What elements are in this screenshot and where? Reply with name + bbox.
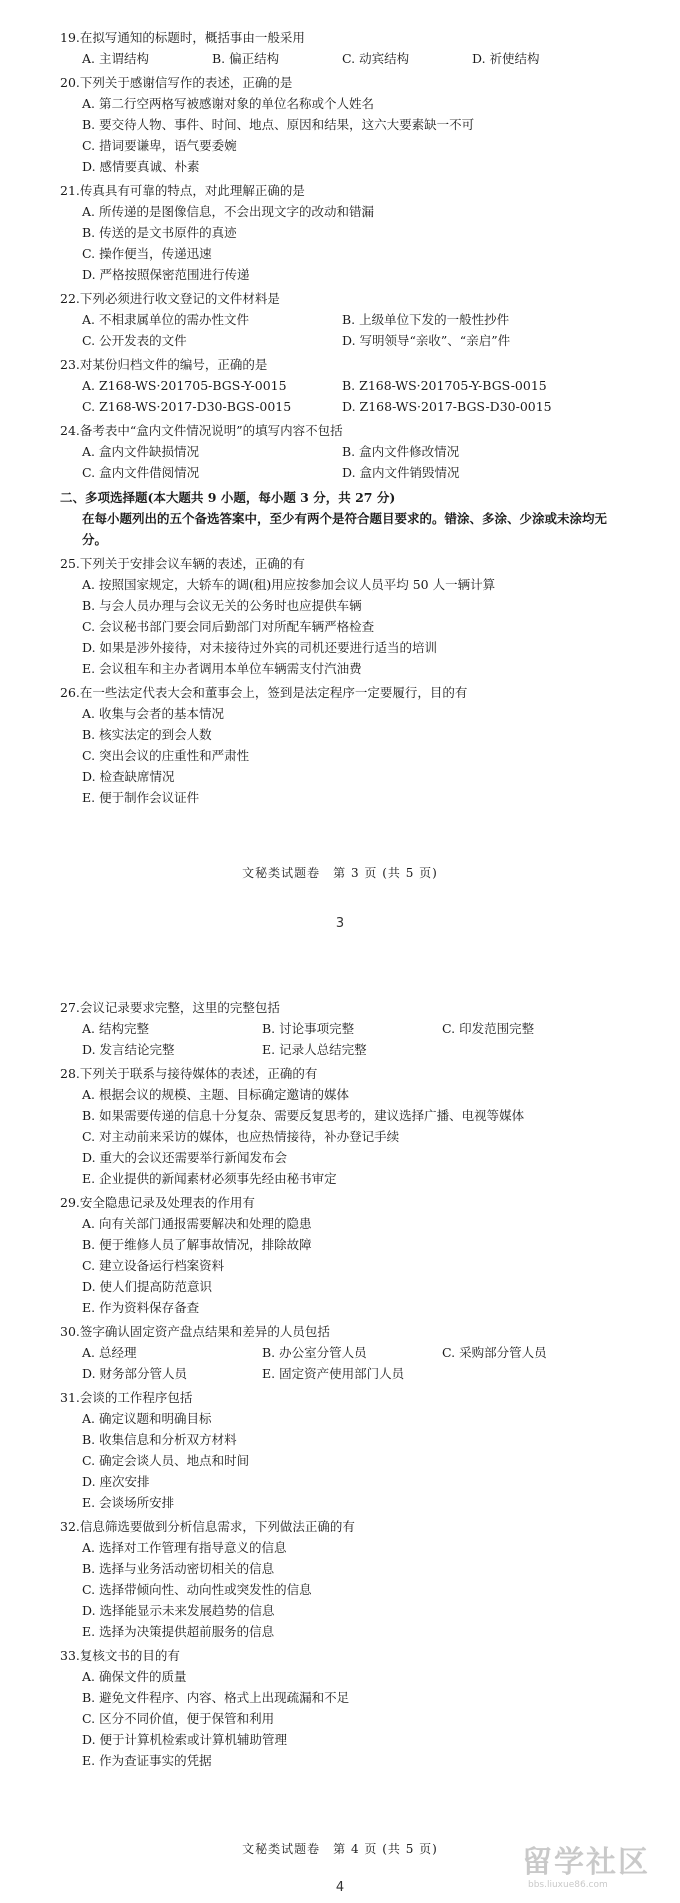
answer-option: A. 主谓结构	[82, 51, 149, 66]
answer-option: D. 选择能显示未来发展趋势的信息	[82, 1603, 275, 1618]
answer-option: B. 讨论事项完整	[262, 1021, 355, 1036]
answer-option: C. 盒内文件借阅情况	[82, 465, 200, 480]
answer-option: C. 采购部分管人员	[442, 1345, 547, 1360]
answer-option: B. 盒内文件修改情况	[342, 444, 460, 459]
answer-option: E. 固定资产使用部门人员	[262, 1366, 405, 1381]
answer-options	[60, 1408, 620, 1513]
answer-options	[60, 441, 620, 483]
answer-option: C. Z168-WS·2017-D30-BGS-0015	[82, 399, 292, 414]
answer-option: C. 确定会谈人员、地点和时间	[82, 1453, 250, 1468]
answer-options	[60, 375, 620, 417]
answer-option: A. 总经理	[82, 1345, 137, 1360]
answer-option: E. 作为查证事实的凭据	[82, 1753, 212, 1768]
question-item	[60, 1063, 620, 1189]
answer-option: A. 选择对工作管理有指导意义的信息	[82, 1540, 287, 1555]
answer-options	[60, 1666, 620, 1771]
answer-option: B. 传送的是文书原件的真迹	[82, 225, 237, 240]
page-4-content	[0, 960, 680, 1771]
question-stem: 26.在一些法定代表大会和董事会上，签到是法定程序一定要履行，目的有	[60, 685, 468, 700]
answer-option: C. 对主动前来采访的媒体，也应热情接待，补办登记手续	[82, 1129, 400, 1144]
answer-option: C. 措词要谦卑，语气要委婉	[82, 138, 237, 153]
answer-option: A. 确定议题和明确目标	[82, 1411, 212, 1426]
answer-option: C. 印发范围完整	[442, 1021, 535, 1036]
answer-option: D. 座次安排	[82, 1474, 150, 1489]
answer-option: E. 记录人总结完整	[262, 1042, 367, 1057]
question-item	[60, 553, 620, 679]
page-footer: 文秘类试题卷 第 3 页 (共 5 页)	[242, 866, 438, 880]
answer-options	[60, 1537, 620, 1642]
answer-option: A. 所传递的是图像信息，不会出现文字的改动和错漏	[82, 204, 374, 219]
question-item	[60, 1516, 620, 1642]
answer-option: D. 写明领导“亲收”、“亲启”件	[342, 333, 511, 348]
answer-option: A. 按照国家规定，大轿车的调(租)用应按参加会议人员平均 50 人一辆计算	[82, 577, 496, 592]
question-item	[60, 288, 620, 351]
answer-option: C. 动宾结构	[342, 51, 410, 66]
question-stem: 20.下列关于感谢信写作的表述，正确的是	[60, 75, 293, 90]
question-item	[60, 1645, 620, 1771]
answer-option: C. 操作便当，传递迅速	[82, 246, 212, 261]
answer-option: D. 使人们提高防范意识	[82, 1279, 213, 1294]
section-instructions: 在每小题列出的五个备选答案中，至少有两个是符合题目要求的。错涂、多涂、少涂或未涂均无分。	[82, 511, 608, 547]
answer-options	[60, 1084, 620, 1189]
question-stem: 31.会谈的工作程序包括	[60, 1390, 193, 1405]
answer-option: D. Z168-WS·2017-BGS-D30-0015	[342, 399, 552, 414]
exam-page-4	[0, 960, 680, 1903]
question-item	[60, 1387, 620, 1513]
page-3-content	[0, 0, 680, 808]
question-stem: 19.在拟写通知的标题时，概括事由一般采用	[60, 30, 305, 45]
answer-option: D. 检查缺席情况	[82, 769, 175, 784]
answer-options	[60, 93, 620, 177]
answer-option: D. 祈使结构	[472, 51, 540, 66]
answer-option: C. 建立设备运行档案资料	[82, 1258, 225, 1273]
answer-option: E. 作为资料保存备查	[82, 1300, 200, 1315]
answer-option: D. 重大的会议还需要举行新闻发布会	[82, 1150, 288, 1165]
watermark-logo-text: 留学社区	[522, 1845, 650, 1880]
page-number: 4	[335, 1880, 345, 1895]
answer-option: D. 发言结论完整	[82, 1042, 175, 1057]
answer-option: E. 便于制作会议证件	[82, 790, 200, 805]
answer-option: B. 偏正结构	[212, 51, 280, 66]
answer-option: B. 核实法定的到会人数	[82, 727, 212, 742]
question-stem: 21.传真具有可靠的特点，对此理解正确的是	[60, 183, 305, 198]
question-stem: 24.备考表中“盒内文件情况说明”的填写内容不包括	[60, 423, 343, 438]
answer-option: B. 收集信息和分析双方材料	[82, 1432, 237, 1447]
answer-option: A. 结构完整	[82, 1021, 149, 1036]
answer-option: B. 便于维修人员了解事故情况，排除故障	[82, 1237, 312, 1252]
answer-option: D. 财务部分管人员	[82, 1366, 188, 1381]
answer-options	[60, 1018, 620, 1060]
question-stem: 25.下列关于安排会议车辆的表述，正确的有	[60, 556, 305, 571]
answer-option: C. 区分不同价值，便于保管和利用	[82, 1711, 275, 1726]
question-item	[60, 27, 620, 69]
answer-option: E. 会谈场所安排	[82, 1495, 175, 1510]
answer-option: A. 根据会议的规模、主题、目标确定邀请的媒体	[82, 1087, 349, 1102]
answer-options	[60, 703, 620, 808]
question-item	[60, 354, 620, 417]
section-heading: 二、多项选择题(本大题共 9 小题，每小题 3 分，共 27 分)	[60, 490, 396, 505]
answer-option: D. 严格按照保密范围进行传递	[82, 267, 250, 282]
answer-option: A. 向有关部门通报需要解决和处理的隐患	[82, 1216, 312, 1231]
answer-option: D. 便于计算机检索或计算机辅助管理	[82, 1732, 288, 1747]
answer-option: D. 如果是涉外接待，对未接待过外宾的司机还要进行适当的培训	[82, 640, 438, 655]
page-number: 3	[335, 916, 345, 931]
answer-option: D. 盒内文件销毁情况	[342, 465, 460, 480]
answer-option: A. 盒内文件缺损情况	[82, 444, 199, 459]
answer-option: A. Z168-WS·201705-BGS-Y-0015	[82, 378, 287, 393]
answer-option: B. Z168-WS·201705-Y-BGS-0015	[342, 378, 547, 393]
answer-option: E. 企业提供的新闻素材必须事先经由秘书审定	[82, 1171, 337, 1186]
answer-option: E. 会议租车和主办者调用本单位车辆需支付汽油费	[82, 661, 362, 676]
watermark-url: bbs.liuxue86.com	[528, 1880, 608, 1890]
answer-options	[60, 201, 620, 285]
multi-choice-questions	[60, 997, 620, 1771]
answer-option: A. 第二行空两格写被感谢对象的单位名称或个人姓名	[82, 96, 374, 111]
answer-option: B. 避免文件程序、内容、格式上出现疏漏和不足	[82, 1690, 350, 1705]
answer-options	[60, 574, 620, 679]
answer-option: E. 选择为决策提供超前服务的信息	[82, 1624, 275, 1639]
question-stem: 30.签字确认固定资产盘点结果和差异的人员包括	[60, 1324, 330, 1339]
answer-option: B. 与会人员办理与会议无关的公务时也应提供车辆	[82, 598, 362, 613]
question-item	[60, 997, 620, 1060]
question-stem: 32.信息筛选要做到分析信息需求，下列做法正确的有	[60, 1519, 355, 1534]
question-item	[60, 682, 620, 808]
answer-option: B. 要交待人物、事件、时间、地点、原因和结果，这六大要素缺一不可	[82, 117, 475, 132]
answer-option: A. 确保文件的质量	[82, 1669, 187, 1684]
question-stem: 28.下列关于联系与接待媒体的表述，正确的有	[60, 1066, 318, 1081]
page-footer: 文秘类试题卷 第 4 页 (共 5 页)	[242, 1842, 438, 1856]
answer-options	[60, 48, 620, 69]
answer-option: D. 感情要真诚、朴素	[82, 159, 200, 174]
question-item	[60, 72, 620, 177]
answer-option: B. 选择与业务活动密切相关的信息	[82, 1561, 275, 1576]
question-item	[60, 1321, 620, 1384]
multi-choice-questions	[60, 553, 620, 808]
answer-options	[60, 1342, 620, 1384]
question-stem: 23.对某份归档文件的编号，正确的是	[60, 357, 268, 372]
answer-option: C. 公开发表的文件	[82, 333, 187, 348]
single-choice-questions	[60, 27, 620, 483]
answer-option: C. 选择带倾向性、动向性或突发性的信息	[82, 1582, 312, 1597]
answer-option: C. 会议秘书部门要会同后勤部门对所配车辆严格检查	[82, 619, 375, 634]
answer-option: A. 不相隶属单位的需办性文件	[82, 312, 249, 327]
answer-option: B. 上级单位下发的一般性抄件	[342, 312, 510, 327]
question-stem: 22.下列必须进行收文登记的文件材料是	[60, 291, 280, 306]
answer-option: A. 收集与会者的基本情况	[82, 706, 224, 721]
question-item	[60, 1192, 620, 1318]
question-stem: 29.安全隐患记录及处理表的作用有	[60, 1195, 255, 1210]
question-stem: 33.复核文书的目的有	[60, 1648, 180, 1663]
answer-option: B. 办公室分管人员	[262, 1345, 367, 1360]
answer-options	[60, 309, 620, 351]
question-item	[60, 420, 620, 483]
question-stem: 27.会议记录要求完整，这里的完整包括	[60, 1000, 280, 1015]
site-watermark	[522, 1847, 672, 1893]
answer-options	[60, 1213, 620, 1318]
answer-option: C. 突出会议的庄重性和严肃性	[82, 748, 250, 763]
question-item	[60, 180, 620, 285]
answer-option: B. 如果需要传递的信息十分复杂、需要反复思考的，建议选择广播、电视等媒体	[82, 1108, 525, 1123]
